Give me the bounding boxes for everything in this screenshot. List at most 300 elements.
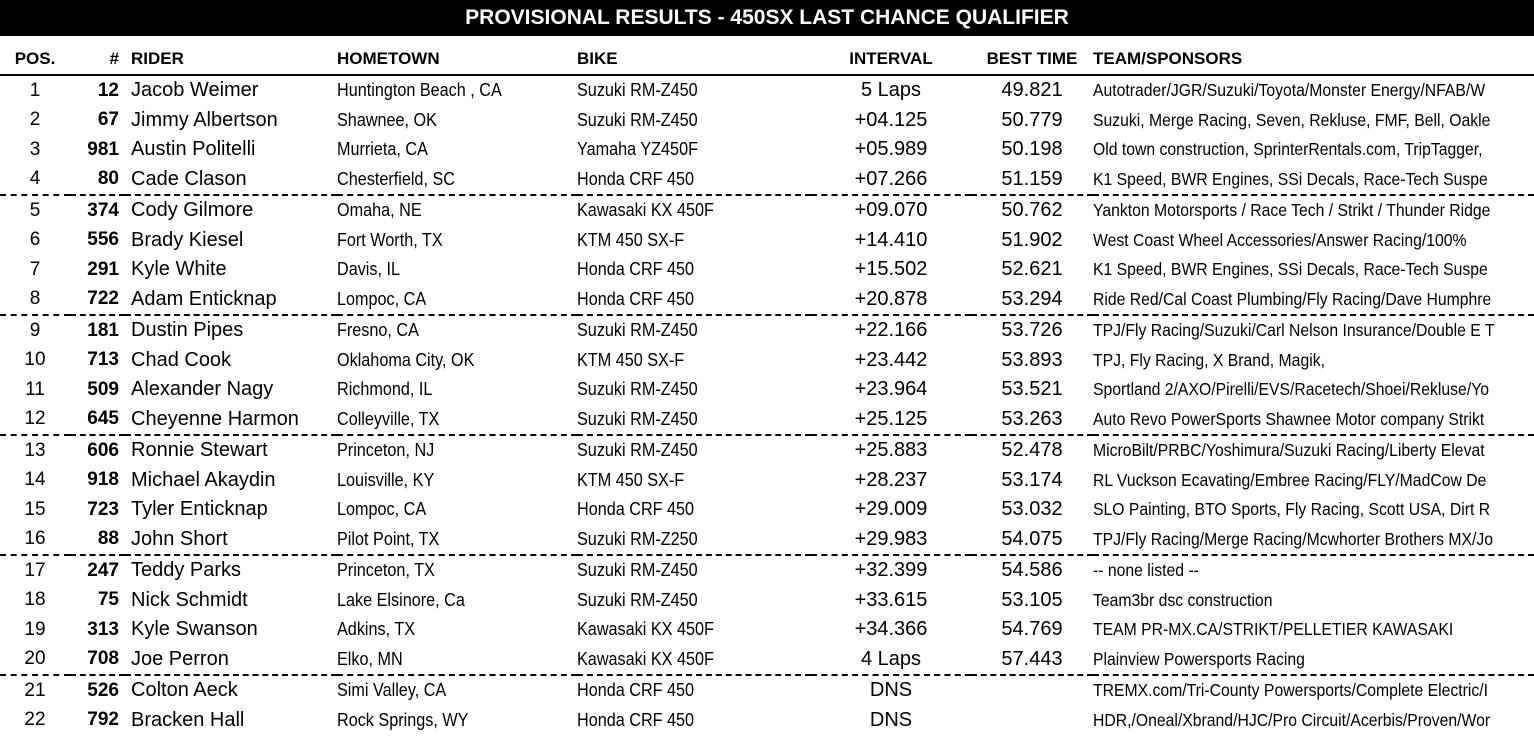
rider-number-cell — [70, 555, 125, 586]
header-hometown: HOMETOWN — [337, 44, 577, 75]
best-time-cell-text: 53.893 — [1001, 348, 1063, 371]
rider-name-cell — [125, 226, 337, 256]
hometown-cell-text: Huntington Beach , CA — [337, 80, 502, 101]
interval-cell-text: +29.983 — [854, 527, 928, 550]
best-time-cell-text: 57.443 — [1001, 647, 1063, 670]
rider-number-cell — [70, 75, 125, 106]
bike-cell — [577, 346, 811, 376]
interval-cell-text: 5 Laps — [860, 79, 922, 102]
hometown-cell-text: Rock Springs, WY — [337, 709, 469, 730]
best-time-cell — [971, 675, 1093, 706]
best-time-cell — [971, 135, 1093, 165]
hometown-cell — [337, 195, 577, 226]
rider-number-cell-text: 75 — [97, 589, 119, 611]
rider-name-cell-text: Joe Perron — [131, 647, 229, 670]
position-cell — [0, 706, 70, 736]
rider-name-cell — [125, 405, 337, 436]
bike-cell — [577, 285, 811, 316]
rider-number-cell-text: 708 — [87, 648, 119, 670]
team-sponsors-cell — [1093, 405, 1534, 436]
interval-cell — [811, 525, 971, 556]
interval-cell — [811, 165, 971, 196]
best-time-cell — [971, 375, 1093, 405]
team-sponsors-cell — [1093, 435, 1534, 466]
position-cell-text: 9 — [29, 319, 41, 341]
best-time-cell — [971, 346, 1093, 376]
interval-cell-text: +22.166 — [854, 319, 928, 342]
team-sponsors-cell-text: Plainview Powersports Racing — [1093, 648, 1305, 669]
best-time-cell — [971, 106, 1093, 136]
position-cell-text: 14 — [24, 469, 46, 491]
hometown-cell-text: Pilot Point, TX — [337, 528, 440, 549]
hometown-cell-text: Fort Worth, TX — [337, 229, 443, 250]
position-cell-text: 6 — [29, 229, 41, 251]
rider-number-cell — [70, 165, 125, 196]
team-sponsors-cell-text: Team3br dsc construction — [1093, 589, 1273, 610]
interval-cell — [811, 346, 971, 376]
hometown-cell — [337, 495, 577, 525]
rider-number-cell-text: 526 — [87, 679, 119, 701]
bike-cell-text: Kawasaki KX 450F — [577, 648, 714, 669]
rider-number-cell-text: 918 — [87, 469, 119, 491]
table-row — [0, 525, 1534, 556]
team-sponsors-cell-text: TREMX.com/Tri-County Powersports/Complete Electric/I — [1093, 680, 1489, 701]
rider-name-cell — [125, 615, 337, 645]
rider-number-cell — [70, 706, 125, 736]
hometown-cell-text: Princeton, TX — [337, 560, 435, 581]
best-time-cell-text: 53.174 — [1001, 468, 1063, 491]
team-sponsors-cell-text: HDR,/Oneal/Xbrand/HJC/Pro Circuit/Acerbis/Proven/Wor — [1093, 709, 1491, 730]
team-sponsors-cell — [1093, 135, 1534, 165]
hometown-cell — [337, 645, 577, 676]
hometown-cell-text: Chesterfield, SC — [337, 168, 455, 189]
interval-cell-text: +23.442 — [854, 348, 928, 371]
rider-name-cell — [125, 466, 337, 496]
position-cell — [0, 226, 70, 256]
bike-cell-text: Honda CRF 450 — [577, 680, 695, 701]
table-row — [0, 645, 1534, 676]
rider-number-cell-text: 713 — [87, 349, 119, 371]
team-sponsors-cell — [1093, 346, 1534, 376]
team-sponsors-cell-text: West Coast Wheel Accessories/Answer Racing/100% — [1093, 229, 1467, 250]
bike-cell — [577, 555, 811, 586]
position-cell — [0, 165, 70, 196]
interval-cell-text: DNS — [869, 679, 913, 702]
team-sponsors-cell-text: K1 Speed, BWR Engines, SSi Decals, Race-Tech Suspe — [1093, 259, 1488, 280]
rider-name-cell-text: Kyle Swanson — [131, 618, 258, 641]
rider-number-cell-text: 645 — [87, 408, 119, 430]
hometown-cell-text: Colleyville, TX — [337, 408, 440, 429]
hometown-cell-text: Simi Valley, CA — [337, 680, 447, 701]
team-sponsors-cell — [1093, 706, 1534, 736]
bike-cell-text: Kawasaki KX 450F — [577, 619, 714, 640]
position-cell-text: 7 — [29, 258, 41, 280]
rider-name-cell-text: Nick Schmidt — [131, 588, 248, 611]
bike-cell — [577, 255, 811, 285]
rider-name-cell-text: Cade Clason — [131, 167, 247, 190]
bike-cell-text: Suzuki RM-Z450 — [577, 440, 698, 461]
interval-cell-text: DNS — [869, 708, 913, 731]
team-sponsors-cell-text: -- none listed -- — [1093, 560, 1199, 581]
team-sponsors-cell-text: Suzuki, Merge Racing, Seven, Rekluse, FMF, Bell, Oakle — [1093, 109, 1491, 130]
hometown-cell-text: Lompoc, CA — [337, 288, 427, 309]
position-cell-text: 3 — [29, 138, 41, 160]
table-row — [0, 285, 1534, 316]
hometown-cell-text: Shawnee, OK — [337, 109, 437, 130]
best-time-cell-text: 54.769 — [1001, 618, 1063, 641]
position-cell-text: 5 — [29, 199, 41, 221]
position-cell-text: 13 — [24, 439, 46, 461]
best-time-cell-text: 51.902 — [1001, 228, 1063, 251]
rider-name-cell-text: Tyler Enticknap — [131, 498, 268, 521]
interval-cell-text: +25.125 — [854, 407, 928, 430]
best-time-cell-text: 54.075 — [1001, 527, 1063, 550]
rider-number-cell — [70, 615, 125, 645]
rider-name-cell — [125, 706, 337, 736]
hometown-cell-text: Louisville, KY — [337, 469, 435, 490]
rider-name-cell-text: Cheyenne Harmon — [131, 407, 299, 430]
table-row — [0, 495, 1534, 525]
position-cell-text: 22 — [24, 709, 46, 731]
hometown-cell — [337, 435, 577, 466]
interval-cell-text: +23.964 — [854, 378, 928, 401]
position-cell — [0, 525, 70, 556]
interval-cell — [811, 285, 971, 316]
bike-cell — [577, 525, 811, 556]
table-row — [0, 195, 1534, 226]
best-time-cell-text: 53.105 — [1001, 588, 1063, 611]
team-sponsors-cell-text: K1 Speed, BWR Engines, SSi Decals, Race-Tech Suspe — [1093, 168, 1488, 189]
table-row — [0, 435, 1534, 466]
interval-cell-text: +07.266 — [854, 167, 928, 190]
team-sponsors-cell-text: Old town construction, SprinterRentals.com, TripTagger, — [1093, 139, 1483, 160]
rider-name-cell-text: Brady Kiesel — [131, 228, 244, 251]
hometown-cell-text: Fresno, CA — [337, 320, 419, 341]
rider-name-cell-text: Jimmy Albertson — [131, 108, 278, 131]
table-row — [0, 135, 1534, 165]
rider-name-cell — [125, 555, 337, 586]
bike-cell — [577, 195, 811, 226]
best-time-cell-text: 50.779 — [1001, 108, 1063, 131]
table-row — [0, 405, 1534, 436]
rider-name-cell-text: Bracken Hall — [131, 708, 245, 731]
team-sponsors-cell — [1093, 106, 1534, 136]
table-row — [0, 675, 1534, 706]
team-sponsors-cell — [1093, 495, 1534, 525]
team-sponsors-cell-text: TEAM PR-MX.CA/STRIKT/PELLETIER KAWASAKI — [1093, 619, 1454, 640]
hometown-cell — [337, 135, 577, 165]
rider-number-cell — [70, 195, 125, 226]
bike-cell — [577, 466, 811, 496]
interval-cell-text: +32.399 — [854, 559, 928, 582]
interval-cell-text: +33.615 — [854, 588, 928, 611]
hometown-cell — [337, 106, 577, 136]
position-cell-text: 20 — [24, 648, 46, 670]
position-cell — [0, 675, 70, 706]
team-sponsors-cell — [1093, 555, 1534, 586]
best-time-cell-text: 52.478 — [1001, 439, 1063, 462]
rider-number-cell — [70, 405, 125, 436]
team-sponsors-cell-text: TPJ, Fly Racing, X Brand, Magik, — [1093, 349, 1325, 370]
interval-cell — [811, 375, 971, 405]
team-sponsors-cell-text: Sportland 2/AXO/Pirelli/EVS/Racetech/Shoei/Rekluse/Yo — [1093, 379, 1490, 400]
table-row — [0, 706, 1534, 736]
rider-name-cell-text: Michael Akaydin — [131, 468, 276, 491]
hometown-cell-text: Davis, IL — [337, 259, 401, 280]
best-time-cell — [971, 466, 1093, 496]
position-cell-text: 16 — [24, 528, 46, 550]
bike-cell — [577, 495, 811, 525]
best-time-cell-text: 53.521 — [1001, 378, 1063, 401]
rider-number-cell — [70, 226, 125, 256]
interval-cell — [811, 615, 971, 645]
bike-cell-text: Suzuki RM-Z450 — [577, 589, 698, 610]
bike-cell — [577, 615, 811, 645]
bike-cell — [577, 586, 811, 616]
interval-cell-text: +34.366 — [854, 618, 928, 641]
page-title: PROVISIONAL RESULTS - 450SX LAST CHANCE QUALIFIER — [0, 0, 1534, 36]
position-cell — [0, 255, 70, 285]
rider-name-cell — [125, 525, 337, 556]
rider-name-cell — [125, 195, 337, 226]
rider-name-cell — [125, 106, 337, 136]
hometown-cell — [337, 255, 577, 285]
rider-number-cell — [70, 675, 125, 706]
rider-name-cell-text: Jacob Weimer — [131, 79, 259, 102]
team-sponsors-cell-text: Yankton Motorsports / Race Tech / Strikt / Thunder Ridge — [1093, 200, 1491, 221]
bike-cell — [577, 435, 811, 466]
position-cell — [0, 405, 70, 436]
bike-cell-text: KTM 450 SX-F — [577, 349, 685, 370]
best-time-cell-text: 49.821 — [1001, 79, 1063, 102]
bike-cell — [577, 405, 811, 436]
rider-name-cell-text: Chad Cook — [131, 348, 232, 371]
bike-cell-text: Honda CRF 450 — [577, 168, 695, 189]
header-rider: RIDER — [125, 44, 337, 75]
team-sponsors-cell — [1093, 226, 1534, 256]
position-cell-text: 18 — [24, 589, 46, 611]
interval-cell-text: +05.989 — [854, 138, 928, 161]
position-cell — [0, 586, 70, 616]
hometown-cell — [337, 346, 577, 376]
rider-name-cell — [125, 165, 337, 196]
interval-cell — [811, 405, 971, 436]
table-row — [0, 466, 1534, 496]
team-sponsors-cell — [1093, 675, 1534, 706]
interval-cell-text: +14.410 — [854, 228, 928, 251]
rider-number-cell — [70, 285, 125, 316]
team-sponsors-cell — [1093, 165, 1534, 196]
rider-number-cell — [70, 586, 125, 616]
position-cell-text: 2 — [29, 109, 41, 131]
hometown-cell-text: Princeton, NJ — [337, 440, 435, 461]
bike-cell-text: Suzuki RM-Z450 — [577, 408, 698, 429]
rider-number-cell-text: 67 — [97, 109, 119, 131]
hometown-cell — [337, 555, 577, 586]
rider-name-cell-text: John Short — [131, 527, 228, 550]
hometown-cell-text: Murrieta, CA — [337, 139, 428, 160]
position-cell — [0, 285, 70, 316]
hometown-cell — [337, 615, 577, 645]
position-cell — [0, 375, 70, 405]
best-time-cell — [971, 226, 1093, 256]
header-bike: BIKE — [577, 44, 811, 75]
team-sponsors-cell-text: TPJ/Fly Racing/Suzuki/Carl Nelson Insurance/Double E T — [1093, 320, 1495, 341]
interval-cell — [811, 675, 971, 706]
team-sponsors-cell-text: MicroBilt/PRBC/Yoshimura/Suzuki Racing/Liberty Elevat — [1093, 440, 1485, 461]
position-cell — [0, 615, 70, 645]
table-row — [0, 555, 1534, 586]
interval-cell-text: +28.237 — [854, 468, 928, 491]
rider-number-cell-text: 556 — [87, 229, 119, 251]
table-row — [0, 315, 1534, 346]
bike-cell-text: Kawasaki KX 450F — [577, 200, 714, 221]
results-body — [0, 75, 1534, 735]
rider-name-cell — [125, 315, 337, 346]
interval-cell — [811, 226, 971, 256]
bike-cell-text: Suzuki RM-Z450 — [577, 379, 698, 400]
rider-name-cell-text: Cody Gilmore — [131, 199, 254, 222]
bike-cell-text: Suzuki RM-Z450 — [577, 80, 698, 101]
rider-name-cell-text: Colton Aeck — [131, 679, 238, 702]
bike-cell — [577, 165, 811, 196]
bike-cell — [577, 135, 811, 165]
rider-name-cell — [125, 255, 337, 285]
header-row — [0, 44, 1534, 75]
rider-number-cell — [70, 315, 125, 346]
position-cell — [0, 435, 70, 466]
rider-name-cell — [125, 346, 337, 376]
hometown-cell — [337, 525, 577, 556]
team-sponsors-cell — [1093, 315, 1534, 346]
rider-name-cell — [125, 75, 337, 106]
hometown-cell — [337, 375, 577, 405]
team-sponsors-cell-text: Autotrader/JGR/Suzuki/Toyota/Monster Energy/NFAB/W — [1093, 80, 1486, 101]
rider-number-cell-text: 792 — [87, 709, 119, 731]
best-time-cell-text: 53.032 — [1001, 498, 1063, 521]
position-cell-text: 12 — [24, 408, 46, 430]
team-sponsors-cell — [1093, 525, 1534, 556]
rider-number-cell-text: 88 — [97, 528, 119, 550]
best-time-cell — [971, 495, 1093, 525]
position-cell — [0, 106, 70, 136]
interval-cell — [811, 106, 971, 136]
hometown-cell — [337, 706, 577, 736]
position-cell — [0, 195, 70, 226]
rider-name-cell-text: Austin Politelli — [131, 138, 256, 161]
bike-cell-text: Honda CRF 450 — [577, 259, 695, 280]
hometown-cell — [337, 315, 577, 346]
hometown-cell-text: Adkins, TX — [337, 619, 416, 640]
rider-number-cell — [70, 346, 125, 376]
best-time-cell — [971, 586, 1093, 616]
hometown-cell — [337, 165, 577, 196]
hometown-cell — [337, 466, 577, 496]
interval-cell — [811, 495, 971, 525]
hometown-cell — [337, 226, 577, 256]
team-sponsors-cell — [1093, 75, 1534, 106]
interval-cell-text: +29.009 — [854, 498, 928, 521]
header-interval: INTERVAL — [811, 44, 971, 75]
hometown-cell — [337, 285, 577, 316]
rider-number-cell-text: 723 — [87, 498, 119, 520]
rider-number-cell-text: 509 — [87, 378, 119, 400]
hometown-cell-text: Lake Elsinore, Ca — [337, 589, 465, 610]
bike-cell-text: Yamaha YZ450F — [577, 139, 698, 160]
rider-number-cell — [70, 645, 125, 676]
header-pos: POS. — [0, 44, 70, 75]
rider-name-cell-text: Teddy Parks — [131, 559, 242, 582]
rider-number-cell — [70, 435, 125, 466]
interval-cell — [811, 466, 971, 496]
best-time-cell-text: 54.586 — [1001, 559, 1063, 582]
hometown-cell — [337, 75, 577, 106]
team-sponsors-cell — [1093, 375, 1534, 405]
rider-number-cell-text: 291 — [87, 258, 119, 280]
hometown-cell — [337, 675, 577, 706]
position-cell-text: 10 — [24, 349, 46, 371]
rider-number-cell — [70, 106, 125, 136]
position-cell — [0, 315, 70, 346]
hometown-cell-text: Richmond, IL — [337, 379, 433, 400]
team-sponsors-cell — [1093, 586, 1534, 616]
interval-cell-text: +04.125 — [854, 108, 928, 131]
rider-name-cell — [125, 495, 337, 525]
table-row — [0, 226, 1534, 256]
team-sponsors-cell — [1093, 255, 1534, 285]
rider-number-cell-text: 80 — [97, 168, 119, 190]
position-cell — [0, 555, 70, 586]
hometown-cell — [337, 586, 577, 616]
rider-number-cell-text: 606 — [87, 439, 119, 461]
interval-cell — [811, 586, 971, 616]
rider-name-cell — [125, 645, 337, 676]
best-time-cell-text: 53.263 — [1001, 407, 1063, 430]
header-best-time: BEST TIME — [971, 44, 1093, 75]
bike-cell-text: Suzuki RM-Z450 — [577, 320, 698, 341]
team-sponsors-cell-text: RL Vuckson Ecavating/Embree Racing/FLY/MadCow De — [1093, 469, 1487, 490]
hometown-cell-text: Oklahoma City, OK — [337, 349, 475, 370]
rider-number-cell-text: 181 — [87, 319, 119, 341]
rider-name-cell — [125, 135, 337, 165]
team-sponsors-cell-text: Ride Red/Cal Coast Plumbing/Fly Racing/Dave Humphre — [1093, 288, 1492, 309]
best-time-cell — [971, 75, 1093, 106]
best-time-cell — [971, 315, 1093, 346]
best-time-cell — [971, 615, 1093, 645]
bike-cell-text: Honda CRF 450 — [577, 288, 695, 309]
position-cell-text: 11 — [25, 378, 45, 400]
hometown-cell — [337, 405, 577, 436]
rider-number-cell-text: 247 — [87, 559, 119, 581]
table-row — [0, 75, 1534, 106]
best-time-cell — [971, 525, 1093, 556]
position-cell — [0, 135, 70, 165]
best-time-cell — [971, 405, 1093, 436]
best-time-cell — [971, 435, 1093, 466]
table-row — [0, 346, 1534, 376]
bike-cell-text: KTM 450 SX-F — [577, 469, 685, 490]
bike-cell — [577, 675, 811, 706]
rider-number-cell-text: 981 — [87, 138, 119, 160]
position-cell-text: 15 — [24, 498, 46, 520]
team-sponsors-cell — [1093, 285, 1534, 316]
interval-cell — [811, 706, 971, 736]
team-sponsors-cell-text: SLO Painting, BTO Sports, Fly Racing, Scott USA, Dirt R — [1093, 499, 1491, 520]
results-table — [0, 44, 1534, 735]
best-time-cell-text: 50.198 — [1001, 138, 1063, 161]
best-time-cell — [971, 645, 1093, 676]
interval-cell-text: +09.070 — [854, 199, 928, 222]
